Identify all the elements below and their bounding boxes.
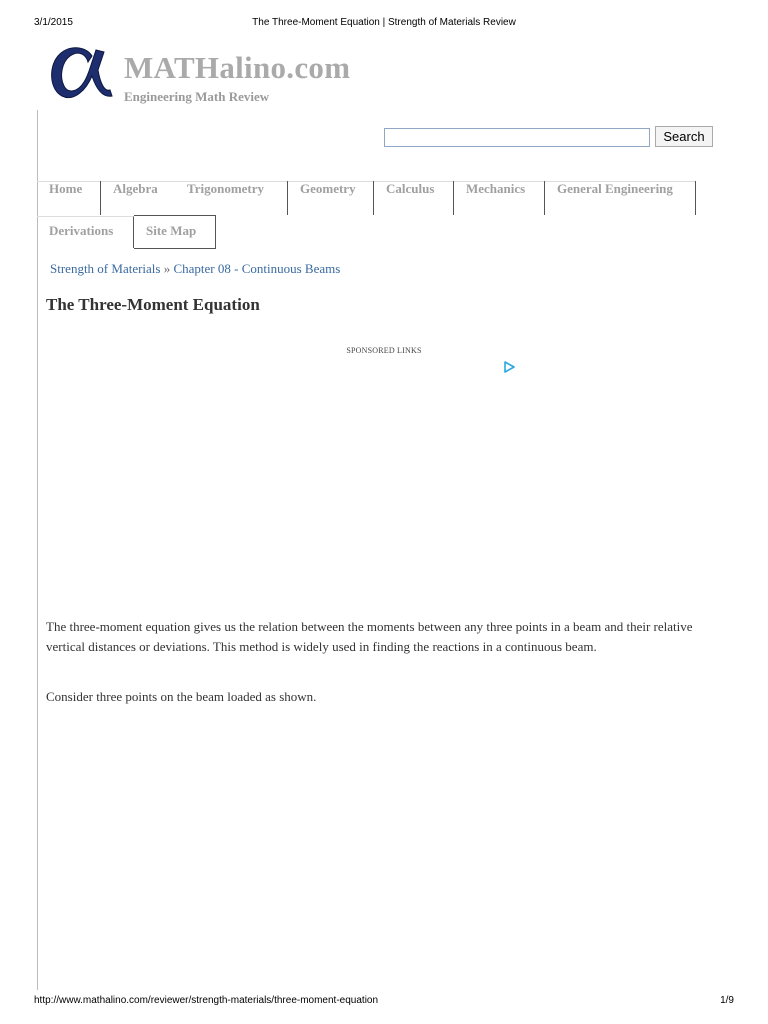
site-tagline: Engineering Math Review bbox=[124, 89, 270, 104]
breadcrumb-separator: » bbox=[163, 261, 171, 276]
sponsored-links-label: SPONSORED LINKS bbox=[346, 346, 422, 355]
print-date: 3/1/2015 bbox=[34, 17, 73, 28]
nav-item-algebra[interactable]: Algebra bbox=[113, 181, 158, 196]
nav-item-derivations[interactable]: Derivations bbox=[37, 216, 134, 248]
nav-item-trigonometry[interactable]: Trigonometry bbox=[175, 181, 288, 215]
breadcrumb-parent-link[interactable]: Strength of Materials bbox=[50, 261, 161, 276]
nav-item-home[interactable]: Home bbox=[37, 181, 101, 215]
search-input[interactable] bbox=[384, 128, 650, 147]
alpha-logo-icon[interactable] bbox=[46, 42, 118, 102]
nav-item-mechanics[interactable]: Mechanics bbox=[454, 181, 545, 215]
print-page-title: The Three-Moment Equation | Strength of Materials Review bbox=[252, 17, 516, 28]
search-button[interactable]: Search bbox=[655, 126, 713, 147]
print-url: http://www.mathalino.com/reviewer/strength-materials/three-moment-equation bbox=[34, 995, 379, 1006]
nav-item-geometry[interactable]: Geometry bbox=[288, 181, 374, 215]
adchoices-play-icon[interactable] bbox=[503, 361, 515, 373]
print-page-number: 1/9 bbox=[720, 995, 734, 1006]
breadcrumb bbox=[50, 261, 340, 277]
intro-paragraph: The three-moment equation gives us the relation between the moments between any three points in a beam and their relative vertical distances or deviations. This method is widely used in finding the reactions in a continuous beam. bbox=[46, 619, 693, 654]
page-title: The Three-Moment Equation bbox=[46, 295, 260, 314]
consider-paragraph: Consider three points on the beam loaded as shown. bbox=[46, 689, 317, 704]
nav-item-site-map[interactable]: Site Map bbox=[134, 215, 216, 249]
nav-item-general-engineering[interactable]: General Engineering bbox=[545, 181, 696, 215]
breadcrumb-current-link[interactable]: Chapter 08 - Continuous Beams bbox=[173, 261, 341, 276]
nav-item-calculus[interactable]: Calculus bbox=[374, 181, 454, 215]
site-name[interactable]: MATHalino.com bbox=[124, 50, 351, 85]
